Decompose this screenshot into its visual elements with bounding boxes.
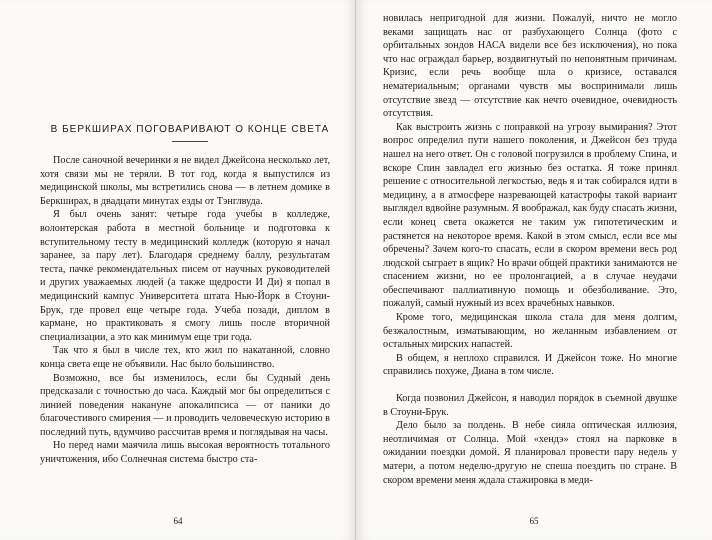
page-number: 64	[173, 516, 183, 526]
paragraph: Когда позвонил Джейсон, я наводил порядок в съемной двушке в Стоуни-Брук.	[383, 393, 677, 418]
title-rule	[172, 141, 208, 142]
paragraph: Я был очень занят: четыре года учебы в колледже, волонтерская работа в местной больнице и подготовка к вступительному тесту в медицинский колледж (которую я начал заранее, за пару лет). Благодаря среднему баллу, результатам теста, пачке рекомендательных писем от научных руководителей и других уважаемых людей (а также щедрости И Ди) я попал в медицинский кампус Университета штата Нью-Йорк в Стоуни-Брук, где провел еще четыре года. Учеба позади, диплом в кармане, но практиковать я смогу лишь после вторичной специализации, а это как минимум еще три года.	[40, 209, 330, 343]
paragraph: В общем, я неплохо справился. И Джейсон тоже. Но многие справились похуже, Диана в том числе.	[383, 352, 677, 378]
left-page-text	[40, 154, 330, 467]
chapter-title: В БЕРКШИРАХ ПОГОВАРИВАЮТ О КОНЦЕ СВЕТА	[50, 124, 330, 135]
paragraph: новилась непригодной для жизни. Пожалуй, ничто не могло веками защищать нас от разбухающего Солнца (фото с орбитальных зондов НАСА видели все без исключения), но пока что нас ограждал барьер, воздвигнутый по непонятным причинам. Кризис, если речь вообще шла о кризисе, оставался нематериальным; органами чувств мы воспринимали лишь отсутствие звезд — отсутствие как нечто очевидное, очевидность отсутствия.	[383, 13, 677, 120]
paragraph: Так что я был в числе тех, кто жил по накатанной, словно конца света еще не объявили. Нас было большинство.	[40, 345, 330, 370]
right-page-text	[383, 12, 677, 487]
paragraph: Но перед нами маячила лишь высокая вероятность тотального уничтожения, ибо Солнечная система быстро ста-	[40, 440, 330, 466]
paragraph: Кроме того, медицинская школа стала для меня долгим, безжалостным, изматывающим, но желанным избавлением от остальных мирских напастей.	[383, 312, 677, 351]
paragraph: Дело было за полдень. В небе сияла оптическая иллюзия, неотличимая от Солнца. Мой «хендэ» стоял на парковке в ожидании поездки домой. Я планировал провести пару недель у матери, а потом неделю-другую не спеша поездить по стране. В скором времени меня ждала стажировка в меди-	[383, 420, 677, 486]
book-gutter	[355, 0, 356, 540]
right-page	[356, 0, 712, 540]
paragraph: Возможно, все бы изменилось, если бы Судный день предсказали с точностью до часа. Каждый мог бы определиться с линией поведения накануне апокалипсиса — от паники до благочестивого смирения — и проводить человеческую историю в последний путь, вдумчиво рассчитав время и поглядывая на часы.	[40, 372, 330, 438]
page-number: 65	[529, 516, 539, 526]
paragraph: После саночной вечеринки я не видел Джейсона несколько лет, хотя связи мы не теряли. В тот год, когда я выпустился из медицинской школы, мы встретились снова — в летнем домике в Беркширах, в двадцати минутах езды от Тэнглвуда.	[40, 155, 330, 207]
paragraph: Как выстроить жизнь с поправкой на угрозу вымирания? Этот вопрос определил пути нашего поколения, и Джейсон без труда нашел на него ответ. Он с головой погрузился в проблему Спина, и вскоре Спин завладел его жизнью без остатка. Я тоже принял решение с относительной легкостью, ведь я и так собирался идти в медицину, а в атмосфере назревающей катастрофы такой вариант выглядел вдвойне разумным. Я воображал, как буду спасать жизни, если конец света окажется не таким уж гипотетическим и растянется на некоторое время. Какой в этом смысл, если все мы обречены? Зачем кого-то спасать, если в скором времени весь род людской сыграет в ящик? Но врачи общей практики занимаются не спасением жизни, но ее пролонгацией, а в случае неудачи обеспечивают паллиативную помощь и обезболивание. Это, пожалуй, самый нужный из всех врачебных навыков.	[383, 121, 677, 310]
